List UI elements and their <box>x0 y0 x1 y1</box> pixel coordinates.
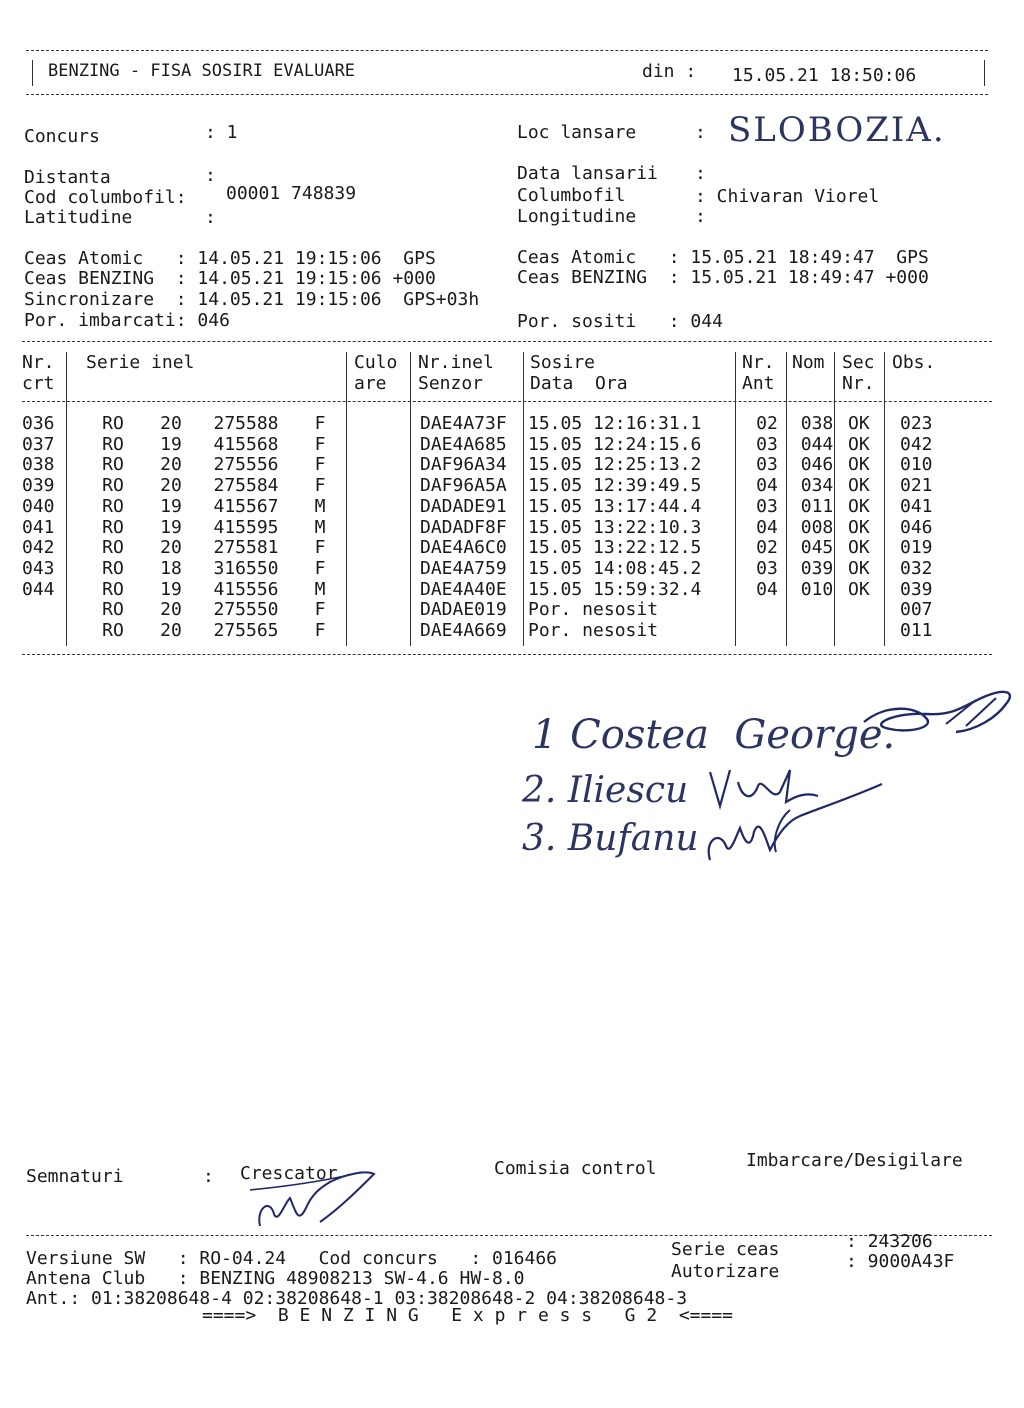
cell-sosire: 15.05 13:17:44.4 <box>528 495 702 517</box>
table-row <box>22 497 954 518</box>
table-row <box>22 435 954 456</box>
cell-obs: 041 <box>900 495 933 517</box>
cell-sec: OK <box>848 537 870 559</box>
cell-sosire: 15.05 14:08:45.2 <box>528 557 702 579</box>
signature-3 <box>700 780 890 870</box>
cell-crt: 041 <box>22 516 55 538</box>
cell-ant: 04 <box>756 475 778 497</box>
cell-ant: 02 <box>756 537 778 559</box>
cell-sosire: 15.05 12:39:49.5 <box>528 475 702 497</box>
cell-senzor: DAE4A669 <box>420 620 507 642</box>
header-nr-crt-2: crt <box>22 373 55 394</box>
cell-sex: F <box>314 537 326 559</box>
cell-obs: 039 <box>900 578 933 600</box>
cell-sec <box>842 600 894 621</box>
cell-ant <box>742 600 792 621</box>
cell-culoare <box>344 435 414 456</box>
crescator-label: Crescator <box>240 1163 338 1184</box>
versiune-sw-line: Versiune SW : RO-04.24 Cod concurs : 016466 <box>26 1248 558 1269</box>
benzing-express-banner: ====> B E N Z I N G E x p r e s s G 2 <==== <box>202 1305 734 1326</box>
cell-sex: F <box>314 454 326 476</box>
cell-senzor: DADAE019 <box>420 599 507 621</box>
cell-sex: M <box>314 578 326 600</box>
autorizare-label: Autorizare <box>671 1261 780 1282</box>
cell-an: 20 <box>160 454 182 476</box>
cell-sec: OK <box>848 454 870 476</box>
cell-sex: M <box>314 516 326 538</box>
cell-nr: 415595 <box>213 516 279 538</box>
cell-sec: OK <box>848 433 870 455</box>
table-bottom-border <box>22 654 992 655</box>
header-nr-ant-1: Nr. <box>742 352 775 373</box>
cell-senzor: DAE4A73F <box>420 413 507 434</box>
header-obs: Obs. <box>892 352 936 373</box>
table-header-separator <box>22 401 992 402</box>
cell-obs: 007 <box>900 599 933 621</box>
autorizare-value: : 9000A43F <box>846 1251 955 1272</box>
cell-crt: 043 <box>22 557 55 579</box>
header-sosire-2: Data Ora <box>530 373 628 394</box>
cell-culoare <box>344 414 414 435</box>
cell-sec: OK <box>848 495 870 517</box>
antena-club-line: Antena Club : BENZING 48908213 SW-4.6 HW-8.0 <box>26 1268 525 1289</box>
cell-crt: 042 <box>22 537 55 559</box>
columbofil-value: : Chivaran Viorel <box>695 186 880 207</box>
cell-culoare <box>344 580 414 601</box>
header-left-border <box>32 60 33 86</box>
concurs-label: Concurs <box>24 126 100 147</box>
cell-sec: OK <box>848 475 870 497</box>
cell-senzor: DAE4A759 <box>420 557 507 579</box>
cell-an: 19 <box>160 433 182 455</box>
cell-ant <box>742 621 792 642</box>
ceas-benzing-end: Ceas BENZING : 15.05.21 18:49:47 +000 <box>517 267 929 288</box>
cell-tara: RO <box>102 578 124 600</box>
din-label: din : <box>642 61 697 82</box>
distanta-label: Distanta <box>24 167 111 188</box>
comisia-control-label: Comisia control <box>494 1158 657 1179</box>
cell-sosire: 15.05 12:24:15.6 <box>528 433 702 455</box>
cell-culoare <box>344 476 414 497</box>
imbarcare-desigilare-label: Imbarcare/Desigilare <box>746 1150 963 1171</box>
cell-obs: 021 <box>900 475 933 497</box>
signature-1 <box>856 684 1024 744</box>
cell-crt: 039 <box>22 475 55 497</box>
cell-sosire: 15.05 12:16:31.1 <box>528 413 702 434</box>
handwritten-name-2: 2. Iliescu <box>522 770 689 811</box>
table-row <box>22 518 954 539</box>
cell-sex: M <box>314 495 326 517</box>
cell-nr: 275588 <box>213 413 279 434</box>
cell-nom: 008 <box>800 516 834 538</box>
cell-ant: 03 <box>756 557 778 579</box>
table-row <box>22 414 954 435</box>
cell-ant: 03 <box>756 433 778 455</box>
cell-nom: 038 <box>800 413 834 434</box>
cell-an: 20 <box>160 475 182 497</box>
porumbei-imbarcati: Por. imbarcati: 046 <box>24 310 230 331</box>
cell-obs: 046 <box>900 516 933 538</box>
cell-nr: 316550 <box>213 557 279 579</box>
cell-senzor: DAE4A6C0 <box>420 537 507 559</box>
crescator-signature <box>250 1168 380 1232</box>
cod-columbofil-label: Cod columbofil: <box>24 187 187 208</box>
cell-sosire: 15.05 12:25:13.2 <box>528 454 702 476</box>
loc-lansare-label: Loc lansare <box>517 122 637 143</box>
cell-senzor: DAE4A685 <box>420 433 507 455</box>
header-top-border <box>26 50 988 51</box>
cell-sex: F <box>314 413 326 434</box>
table-row <box>22 476 954 497</box>
cell-ant: 04 <box>756 516 778 538</box>
cell-tara: RO <box>102 433 124 455</box>
cell-ant: 03 <box>756 495 778 517</box>
cell-an: 20 <box>160 413 182 434</box>
cell-ant: 04 <box>756 578 778 600</box>
columbofil-label: Columbofil <box>517 185 626 206</box>
cell-sosire: 15.05 13:22:10.3 <box>528 516 702 538</box>
cell-crt: 037 <box>22 433 55 455</box>
cell-senzor: DADADE91 <box>420 495 507 517</box>
cell-obs: 010 <box>900 454 933 476</box>
cell-obs: 023 <box>900 413 933 434</box>
semnaturi-sep: : <box>203 1166 214 1187</box>
cell-tara: RO <box>102 599 124 621</box>
cell-sex: F <box>314 557 326 579</box>
cell-tara: RO <box>102 413 124 434</box>
cell-culoare <box>344 621 414 642</box>
serie-ceas-value: : 243206 <box>846 1231 933 1252</box>
latitudine-label: Latitudine <box>24 207 133 228</box>
cell-nom: 039 <box>800 557 834 579</box>
concurs-value: : 1 <box>205 122 238 143</box>
cell-an: 20 <box>160 537 182 559</box>
cell-sosire: Por. nesosit <box>528 599 659 621</box>
header-sosire-1: Sosire <box>530 352 596 373</box>
cell-senzor: DAF96A34 <box>420 454 507 476</box>
cell-nom: 044 <box>800 433 834 455</box>
cell-sec: OK <box>848 516 870 538</box>
cell-nom: 011 <box>800 495 834 517</box>
cell-an: 18 <box>160 557 182 579</box>
cell-culoare <box>344 455 414 476</box>
handwritten-name-1: 1 Costea George. <box>532 712 896 758</box>
header-nom: Nom <box>792 352 825 373</box>
header-culoare-1: Culo <box>354 352 398 373</box>
cell-culoare <box>344 600 414 621</box>
cell-crt: 044 <box>22 578 55 600</box>
cell-an: 19 <box>160 578 182 600</box>
cell-sec: OK <box>848 557 870 579</box>
cell-an: 19 <box>160 516 182 538</box>
cell-an: 19 <box>160 495 182 517</box>
cell-culoare <box>344 518 414 539</box>
cell-senzor: DAF96A5A <box>420 475 507 497</box>
header-nr-ant-2: Ant <box>742 373 775 394</box>
cell-nr: 415568 <box>213 433 279 455</box>
table-row <box>22 580 954 601</box>
cell-obs: 032 <box>900 557 933 579</box>
cell-crt: 036 <box>22 413 55 434</box>
semnaturi-label: Semnaturi <box>26 1166 124 1187</box>
document-title: BENZING - FISA SOSIRI EVALUARE <box>48 61 356 81</box>
cell-nr: 275584 <box>213 475 279 497</box>
cell-crt: 040 <box>22 495 55 517</box>
arrivals-table <box>22 414 954 642</box>
table-row <box>22 538 954 559</box>
table-row <box>22 559 954 580</box>
cell-sex: F <box>314 599 326 621</box>
cell-nom: 034 <box>800 475 834 497</box>
cell-sosire: Por. nesosit <box>528 620 659 642</box>
cell-crt <box>22 621 80 642</box>
cod-columbofil-value: 00001 748839 <box>226 183 357 204</box>
distanta-value: : <box>205 165 216 186</box>
cell-senzor: DAE4A40E <box>420 578 507 600</box>
header-culoare-2: are <box>354 373 387 394</box>
cell-nom <box>792 600 842 621</box>
cell-nom: 010 <box>800 578 834 600</box>
cell-sex: F <box>314 620 326 642</box>
cell-nr: 275565 <box>213 620 279 642</box>
cell-tara: RO <box>102 620 124 642</box>
cell-ant: 02 <box>756 413 778 434</box>
header-nr-inel-2: Senzor <box>418 373 484 394</box>
cell-crt <box>22 600 80 621</box>
cell-nr: 415556 <box>213 578 279 600</box>
header-serie-inel: Serie inel <box>86 352 195 373</box>
cell-nom <box>792 621 842 642</box>
cell-nr: 415567 <box>213 495 279 517</box>
ceas-benzing-start: Ceas BENZING : 14.05.21 19:15:06 +000 <box>24 268 436 289</box>
header-nr-crt-1: Nr. <box>22 352 55 373</box>
cell-an: 20 <box>160 620 182 642</box>
porumbei-sositi: Por. sositi : 044 <box>517 311 723 332</box>
header-sec-2: Nr. <box>842 373 875 394</box>
cell-sec: OK <box>848 413 870 434</box>
cell-senzor: DADADF8F <box>420 516 507 538</box>
table-row <box>22 621 954 642</box>
cell-nr: 275581 <box>213 537 279 559</box>
cell-tara: RO <box>102 537 124 559</box>
cell-obs: 042 <box>900 433 933 455</box>
ceas-atomic-end: Ceas Atomic : 15.05.21 18:49:47 GPS <box>517 247 929 268</box>
header-right-border <box>984 60 985 86</box>
cell-ant: 03 <box>756 454 778 476</box>
cell-obs: 019 <box>900 537 933 559</box>
cell-an: 20 <box>160 599 182 621</box>
latitudine-value: : <box>205 207 216 228</box>
ceas-atomic-start: Ceas Atomic : 14.05.21 19:15:06 GPS <box>24 248 436 269</box>
data-lansarii-value: : <box>695 163 706 184</box>
cell-sosire: 15.05 13:22:12.5 <box>528 537 702 559</box>
antene-line: Ant.: 01:38208648-4 02:38208648-1 03:38208648-2 04:38208648-3 <box>26 1288 688 1309</box>
cell-nr: 275556 <box>213 454 279 476</box>
cell-sex: F <box>314 433 326 455</box>
table-row <box>22 455 954 476</box>
sincronizare: Sincronizare : 14.05.21 19:15:06 GPS+03h <box>24 289 480 310</box>
data-lansarii-label: Data lansarii <box>517 163 658 184</box>
longitudine-value: : <box>695 206 706 227</box>
header-sec-1: Sec <box>842 352 875 373</box>
cell-nom: 045 <box>800 537 834 559</box>
handwritten-name-3: 3. Bufanu <box>522 818 699 859</box>
cell-tara: RO <box>102 475 124 497</box>
cell-culoare <box>344 497 414 518</box>
cell-tara: RO <box>102 557 124 579</box>
arrivals-table-body <box>22 414 954 642</box>
cell-sosire: 15.05 15:59:32.4 <box>528 578 702 600</box>
serie-ceas-label: Serie ceas <box>671 1239 780 1260</box>
longitudine-label: Longitudine <box>517 206 637 227</box>
table-top-border <box>22 341 992 342</box>
cell-sec <box>842 621 894 642</box>
table-row <box>22 600 954 621</box>
cell-culoare <box>344 538 414 559</box>
din-datetime: 15.05.21 18:50:06 <box>732 65 917 86</box>
cell-obs: 011 <box>900 620 933 642</box>
cell-sex: F <box>314 475 326 497</box>
loc-lansare-handwritten: SLOBOZIA. <box>728 110 946 150</box>
loc-lansare-sep: : <box>695 122 706 143</box>
cell-tara: RO <box>102 516 124 538</box>
cell-tara: RO <box>102 495 124 517</box>
cell-crt: 038 <box>22 454 55 476</box>
cell-nom: 046 <box>800 454 834 476</box>
cell-sec: OK <box>848 578 870 600</box>
cell-nr: 275550 <box>213 599 279 621</box>
header-nr-inel-1: Nr.inel <box>418 352 494 373</box>
cell-culoare <box>344 559 414 580</box>
cell-tara: RO <box>102 454 124 476</box>
header-bottom-border <box>26 94 988 95</box>
